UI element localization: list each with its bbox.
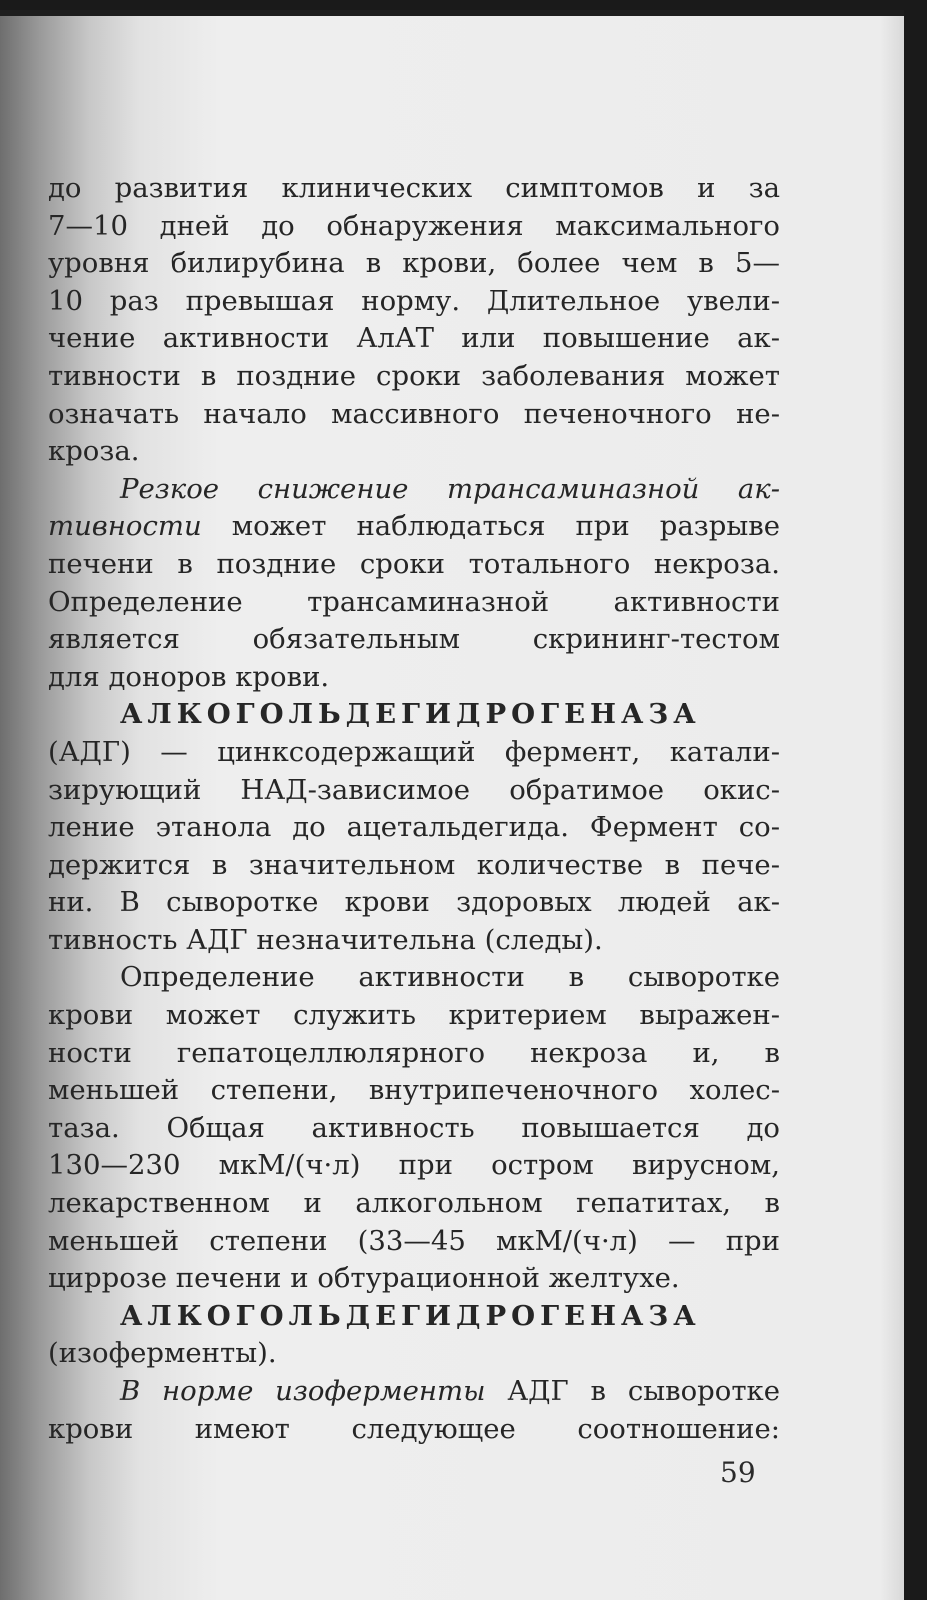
text-line: кроза. (48, 435, 140, 468)
text-line: таза. Общая активность повышается до (48, 1111, 780, 1144)
text-run: АДГ в сыворотке (485, 1375, 781, 1407)
text-line: ление этанола до ацетальдегида. Фермент со- (48, 811, 780, 844)
text-line: тивности в поздние сроки заболевания может (48, 359, 780, 392)
paragraph-6 (48, 1373, 780, 1448)
text-line: (изоферменты). (48, 1337, 277, 1370)
text-line: держится в значительном количестве в пече- (48, 848, 780, 881)
term-heading: АЛКОГОЛЬДЕГИДРОГЕНАЗА (120, 698, 701, 731)
text-line: для доноров крови. (48, 660, 330, 693)
paragraph-4 (48, 959, 780, 1297)
text-line: циррозе печени и обтурационной желтухе. (48, 1262, 680, 1295)
italic-phrase: тивности (48, 510, 202, 543)
text-line: уровня билирубина в крови, более чем в 5— (48, 247, 780, 280)
book-page (0, 10, 904, 1600)
page-body (48, 170, 780, 1448)
text-line: тивность АДГ незначительна (следы). (48, 923, 603, 956)
paragraph-3 (48, 696, 780, 959)
text-line: печени в поздние сроки тотального некроза. (48, 547, 780, 580)
text-line: 10 раз превышая норму. Длительное увели- (48, 284, 780, 317)
text-line (48, 508, 780, 546)
italic-phrase: В норме изоферменты (120, 1375, 486, 1407)
text-line: (АДГ) — цинксодержащий фермент, катали- (48, 735, 780, 768)
page-top-edge (0, 10, 904, 16)
text-line: лекарственном и алкогольном гепатитах, в (48, 1187, 780, 1220)
text-line: ности гепатоцеллюлярного некроза и, в (48, 1036, 780, 1069)
text-line: меньшей степени, внутрипеченочного холес- (48, 1074, 780, 1107)
text-line: чение активности АлАТ или повышение ак- (48, 322, 780, 355)
text-line: меньшей степени (33—45 мкМ/(ч·л) — при (48, 1224, 780, 1257)
text-line (48, 471, 780, 509)
text-line: до развития клинических симптомов и за (48, 172, 780, 204)
text-line: означать начало массивного печеночного не- (48, 397, 780, 430)
term-heading: АЛКОГОЛЬДЕГИДРОГЕНАЗА (120, 1299, 701, 1332)
text-line: является обязательным скрининг-тестом (48, 623, 780, 656)
paragraph-1 (48, 170, 780, 471)
text-line: 130—230 мкМ/(ч·л) при остром вирусном, (48, 1149, 780, 1182)
text-line (48, 1373, 780, 1411)
text-line: Определение активности в сыворотке (120, 961, 780, 994)
text-line: зирующий НАД-зависимое обратимое окис- (48, 773, 780, 806)
paragraph-2 (48, 471, 780, 697)
text-line: ни. В сыворотке крови здоровых людей ак- (48, 886, 780, 919)
text-run: может наблюдаться при разрыве (201, 510, 780, 543)
paragraph-5 (48, 1298, 780, 1373)
text-line: Определение трансаминазной активности (48, 585, 780, 618)
text-line: крови может служить критерием выражен- (48, 999, 780, 1032)
italic-phrase: Резкое снижение трансаминазной ак- (120, 472, 780, 505)
text-line: 7—10 дней до обнаружения максимального (48, 209, 780, 242)
text-line: крови имеют следующее соотношение: (48, 1412, 780, 1445)
page-number: 59 (720, 1456, 756, 1489)
